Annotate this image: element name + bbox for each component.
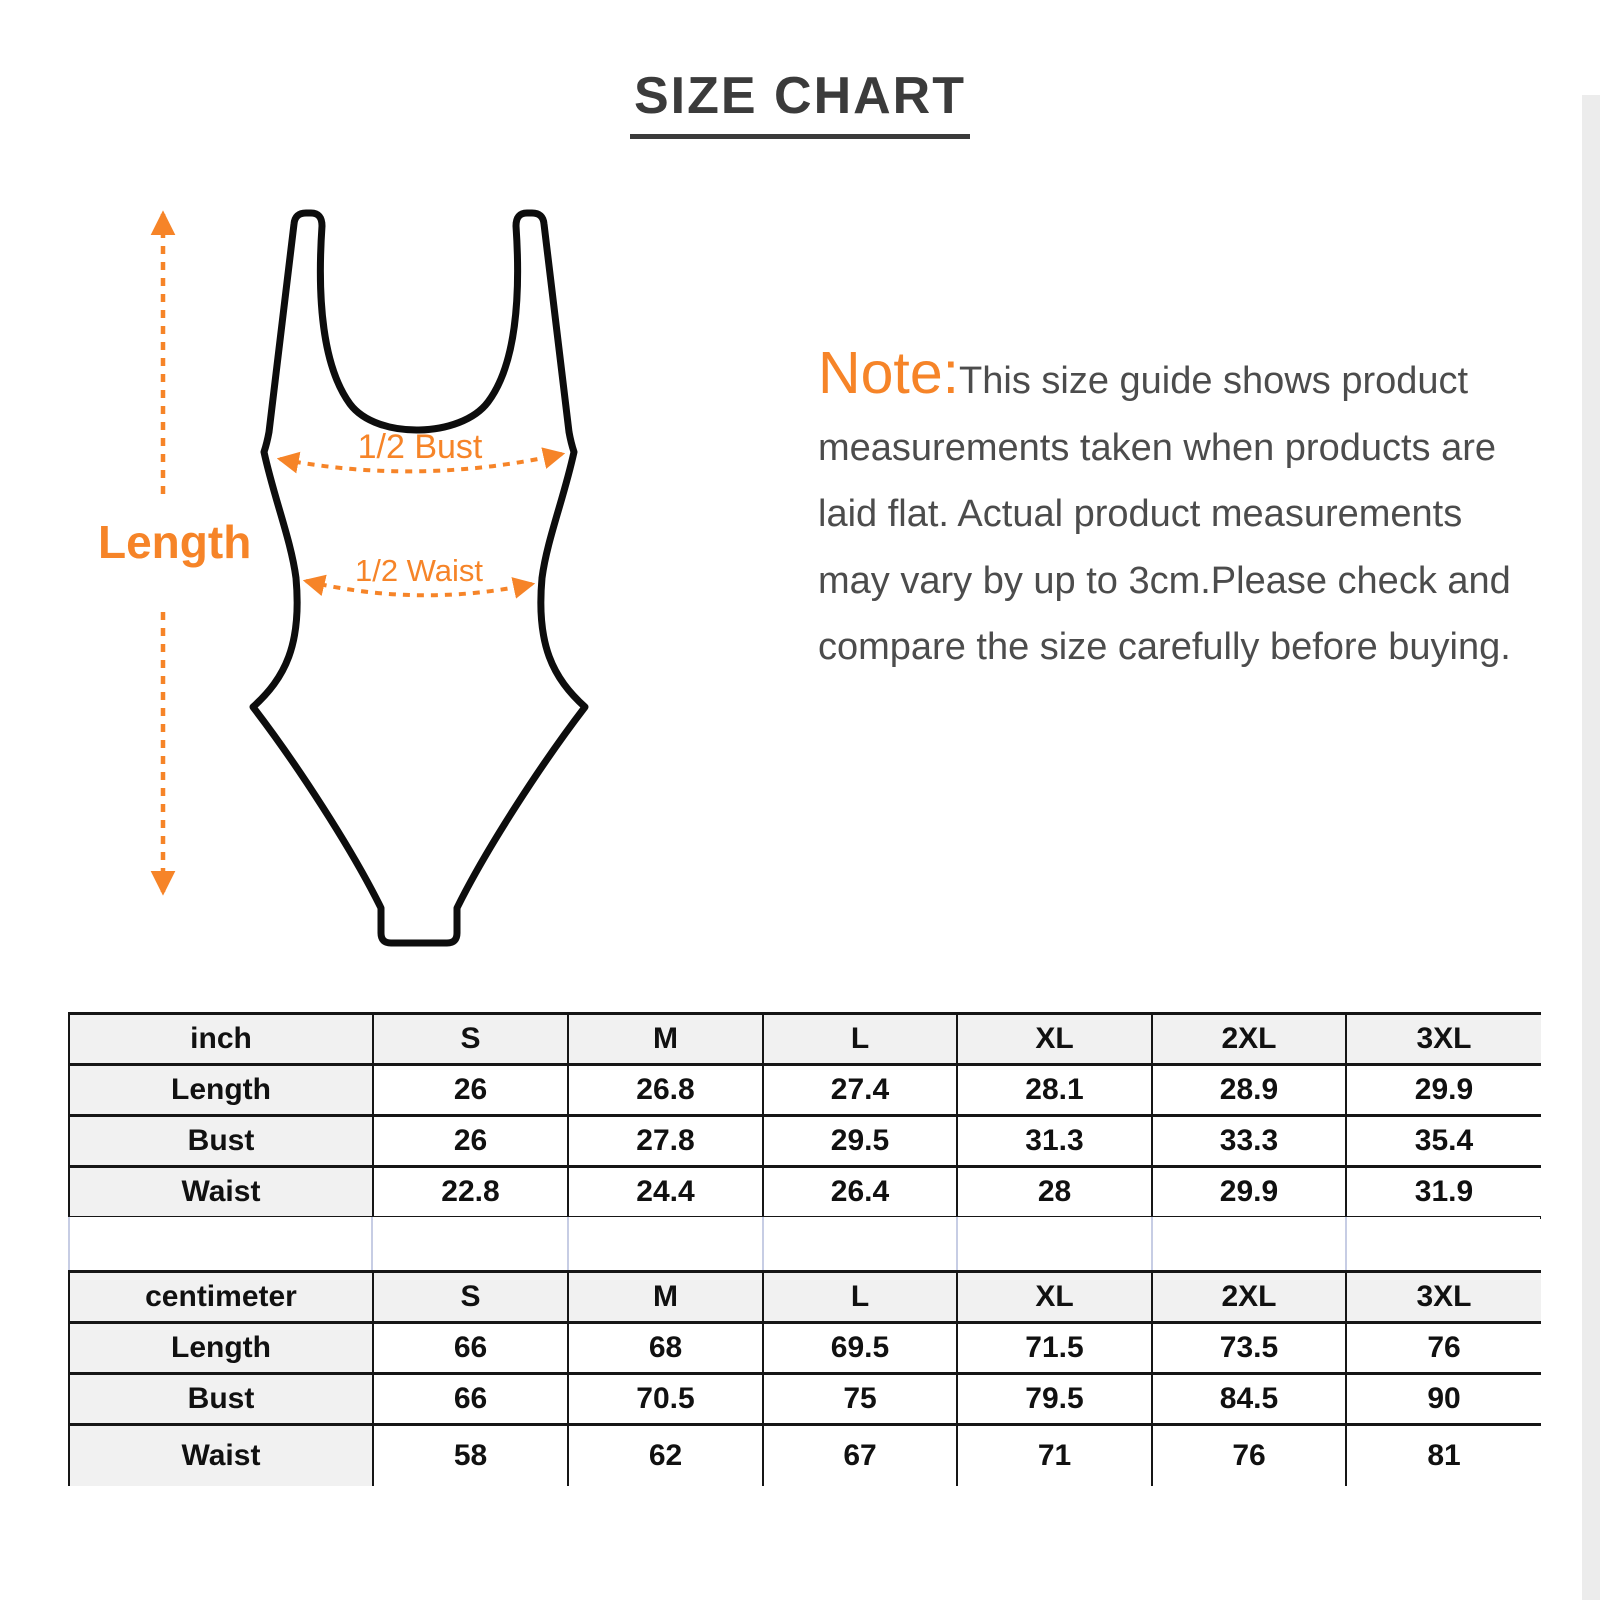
size-table-centimeter <box>68 1270 1541 1486</box>
table-value-cell: 28.1 <box>957 1065 1152 1116</box>
table-value-cell: 24.4 <box>568 1167 763 1218</box>
bust-label: 1/2 Bust <box>357 428 483 466</box>
table-value-cell: 35.4 <box>1346 1116 1541 1167</box>
table-header-cell: S <box>373 1272 568 1323</box>
gap-column-line <box>1345 1217 1347 1270</box>
table-value-cell: 26.8 <box>568 1065 763 1116</box>
table-header-cell: centimeter <box>69 1272 373 1323</box>
note-heading: Note: <box>818 340 960 406</box>
table-value-cell: 68 <box>568 1323 763 1374</box>
note-line: This size guide shows product <box>959 360 1469 402</box>
gap-column-line <box>68 1217 70 1270</box>
table-label-cell: Waist <box>69 1425 373 1487</box>
table-value-cell: 66 <box>373 1374 568 1425</box>
table-value-cell: 29.9 <box>1152 1167 1346 1218</box>
table-label-cell: Length <box>69 1323 373 1374</box>
table-row <box>69 1374 1541 1425</box>
table-label-cell: Waist <box>69 1167 373 1218</box>
waist-label: 1/2 Waist <box>354 553 484 588</box>
table-value-cell: 28 <box>957 1167 1152 1218</box>
table-value-cell: 22.8 <box>373 1167 568 1218</box>
table-header-cell: M <box>568 1272 763 1323</box>
size-table-inch <box>68 1012 1541 1219</box>
table-value-cell: 69.5 <box>763 1323 957 1374</box>
table-value-cell: 76 <box>1346 1323 1541 1374</box>
table-value-cell: 27.8 <box>568 1116 763 1167</box>
table-header-row <box>69 1272 1541 1323</box>
table-value-cell: 90 <box>1346 1374 1541 1425</box>
table-value-cell: 81 <box>1346 1425 1541 1487</box>
table-value-cell: 31.3 <box>957 1116 1152 1167</box>
table-value-cell: 62 <box>568 1425 763 1487</box>
table-header-cell: inch <box>69 1014 373 1065</box>
table-header-cell: XL <box>957 1272 1152 1323</box>
table-value-cell: 26.4 <box>763 1167 957 1218</box>
table-value-cell: 26 <box>373 1065 568 1116</box>
table-value-cell: 26 <box>373 1116 568 1167</box>
table-row <box>69 1167 1541 1218</box>
table-header-cell: L <box>763 1272 957 1323</box>
table-header-cell: L <box>763 1014 957 1065</box>
table-value-cell: 28.9 <box>1152 1065 1346 1116</box>
table-value-cell: 31.9 <box>1346 1167 1541 1218</box>
table-value-cell: 84.5 <box>1152 1374 1346 1425</box>
table-row <box>69 1323 1541 1374</box>
table-label-cell: Bust <box>69 1374 373 1425</box>
note-text <box>818 340 1518 681</box>
table-header-cell: 3XL <box>1346 1014 1541 1065</box>
table-header-cell: 2XL <box>1152 1272 1346 1323</box>
note-line: compare the size carefully before buying. <box>818 626 1511 668</box>
right-edge-strip <box>1582 95 1600 1600</box>
table-value-cell: 58 <box>373 1425 568 1487</box>
table-row <box>69 1116 1541 1167</box>
table-label-cell: Length <box>69 1065 373 1116</box>
note-line: laid flat. Actual product measurements <box>818 493 1463 535</box>
gap-column-line <box>371 1217 373 1270</box>
table-value-cell: 66 <box>373 1323 568 1374</box>
table-label-cell: Bust <box>69 1116 373 1167</box>
gap-column-line <box>567 1217 569 1270</box>
table-value-cell: 70.5 <box>568 1374 763 1425</box>
table-header-cell: S <box>373 1014 568 1065</box>
table-header-cell: M <box>568 1014 763 1065</box>
page-title: SIZE CHART <box>630 66 970 139</box>
table-gap-row <box>68 1217 1540 1270</box>
gap-column-line <box>1151 1217 1153 1270</box>
table-value-cell: 76 <box>1152 1425 1346 1487</box>
table-row <box>69 1425 1541 1487</box>
table-value-cell: 75 <box>763 1374 957 1425</box>
length-label: Length <box>98 516 252 568</box>
table-value-cell: 67 <box>763 1425 957 1487</box>
table-value-cell: 71.5 <box>957 1323 1152 1374</box>
note-line: measurements taken when products are <box>818 426 1497 469</box>
table-row <box>69 1065 1541 1116</box>
table-value-cell: 29.9 <box>1346 1065 1541 1116</box>
table-value-cell: 73.5 <box>1152 1323 1346 1374</box>
table-value-cell: 27.4 <box>763 1065 957 1116</box>
table-header-row <box>69 1014 1541 1065</box>
table-value-cell: 33.3 <box>1152 1116 1346 1167</box>
table-value-cell: 71 <box>957 1425 1152 1487</box>
table-header-cell: 2XL <box>1152 1014 1346 1065</box>
table-value-cell: 79.5 <box>957 1374 1152 1425</box>
table-header-cell: XL <box>957 1014 1152 1065</box>
note-line: may vary by up to 3cm.Please check and <box>818 559 1511 602</box>
table-value-cell: 29.5 <box>763 1116 957 1167</box>
gap-column-line <box>956 1217 958 1270</box>
table-header-cell: 3XL <box>1346 1272 1541 1323</box>
gap-column-line <box>762 1217 764 1270</box>
